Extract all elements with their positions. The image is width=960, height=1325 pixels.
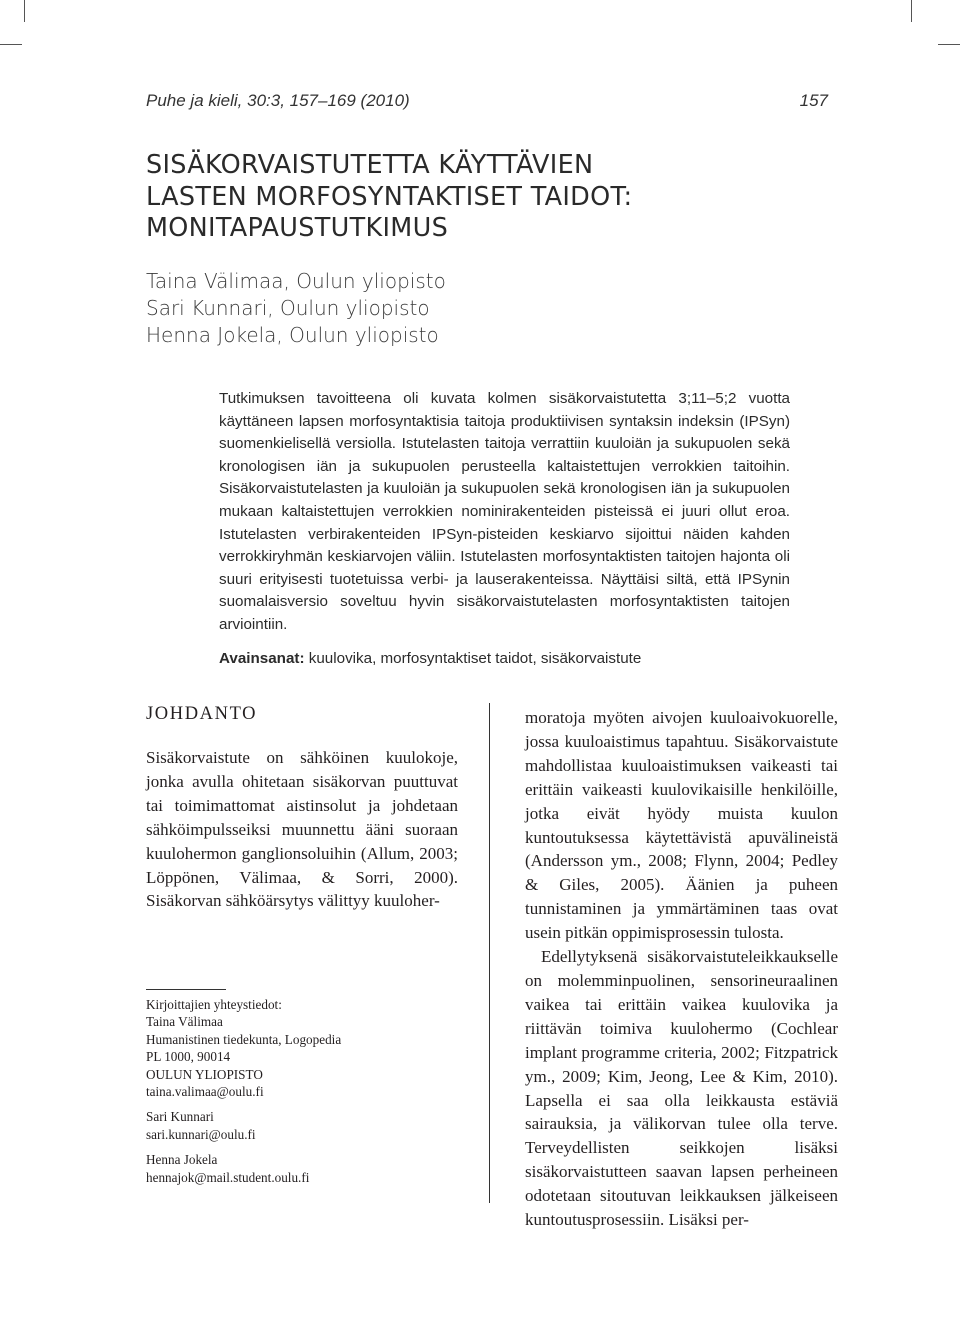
contact-address: OULUN YLIOPISTO — [146, 1066, 263, 1082]
section-heading: JOHDANTO — [146, 704, 258, 724]
abstract: Tutkimuksen tavoitteena oli kuvata kolmen sisäkorvaistutetta 3;11–5;2 vuotta käyttäneen lapsen morfosyntaktisia taitoja produktiivisen syntaksin indeksin (IPSyn) suomenkielisellä versiolla. Istutelasten taitoja verrattiin kuuloiän ja sukupuolen sekä kronologisen iän ja sukupuolen perusteella kaltaistettujen verrokkien taitoihin. Sisäkorvaistutelasten ja kuuloiän ja sukupuolen sekä kronologisen iän ja sukupuolen mukaan kaltaistettujen verrokkien nominirakenteiden pisteissä ei juuri ollut eroa. Istutelasten verbirakenteiden IPSyn-pisteiden keskiarvo sijoittui näiden kahden verrokkiryhmän keskiarvojen väliin. Istutelasten morfosyntaktisten taitojen hajonta oli suuri erityisesti tuotetuissa verbi- ja lauserakenteissa. Näyttäisi siltä, että IPSynin suomalaisversio soveltuu hyvin sisäkorvaistutelasten morfosyntaktisten taitojen arviointiin. — [219, 390, 790, 633]
column-divider — [489, 703, 490, 1203]
contact-name: Taina Välimaa — [146, 1014, 223, 1030]
crop-mark-top-right-h — [938, 44, 960, 45]
page-number: 157 — [799, 91, 828, 110]
crop-mark-top-left-v — [24, 0, 25, 22]
journal-citation: Puhe ja kieli, 30:3, 157–169 (2010) — [146, 91, 410, 110]
title-line: SISÄKORVAISTUTETTA KÄYTTÄVIEN — [146, 150, 594, 180]
author-list — [146, 268, 706, 349]
contact-email: hennajok@mail.student.oulu.fi — [146, 1169, 310, 1185]
contact-info — [146, 996, 466, 1186]
contact-heading: Kirjoittajien yhteystiedot: — [146, 997, 282, 1012]
footnote-rule — [146, 989, 226, 990]
contact-name: Henna Jokela — [146, 1152, 218, 1168]
body-text-col2 — [525, 706, 838, 1232]
keywords-text: kuulovika, morfosyntaktiset taidot, sisäkorvaistute — [308, 650, 642, 667]
contact-name: Sari Kunnari — [146, 1109, 214, 1125]
author: Henna Jokela, Oulun yliopisto — [146, 323, 439, 347]
keywords-label: Avainsanat: — [219, 650, 305, 667]
author: Sari Kunnari, Oulun yliopisto — [146, 296, 430, 320]
keywords — [219, 650, 819, 667]
crop-mark-top-right-v — [911, 0, 912, 22]
crop-mark-top-left-h — [0, 44, 22, 45]
body-paragraph-col1: Sisäkorvaistute on sähköinen kuulokoje, jonka avulla ohitetaan sisäkorvan puuttuvat tai toimimattomat aistinsolut ja johdetaan sähköimpulsseiksi muunnettu ääni suoraan kuulohermon ganglionsoluihin (Allum, 2003; Löppönen, Välimaa, & Sorri, 2000). Sisäkorvan sähköärsytys välittyy kuuloher- — [146, 748, 458, 911]
article-title — [146, 150, 846, 245]
author: Taina Välimaa, Oulun yliopisto — [146, 269, 446, 293]
contact-address: PL 1000, 90014 — [146, 1049, 231, 1065]
body-paragraph: Edellytyksenä sisäkorvaistuteleikkaukselle on molemminpuolinen, sensorineuraalinen vaikea tai erittäin vaikea kuulovika ja riittävän toimiva kuulohermo (Cochlear implant programme criteria, 2002; Fitzpatrick ym., 2009; Kim, Jeong, Lee & Kim, 2010). Lapsella ei saa olla leikkausta estäviä sairauksia, ja välikorvan tulee olla terve. Terveydellisten seikkojen lisäksi sisäkorvaistutteen saavan lapsen perheineen odotetaan sitoutuvan leikkauksen jälkeiseen kuntoutusprosessiin. Lisäksi per- — [525, 947, 838, 1230]
contact-email: taina.valimaa@oulu.fi — [146, 1084, 264, 1100]
title-line: LASTEN MORFOSYNTAKTISET TAIDOT: — [146, 181, 633, 212]
contact-affiliation: Humanistinen tiedekunta, Logopedia — [146, 1031, 342, 1047]
contact-email: sari.kunnari@oulu.fi — [146, 1126, 256, 1142]
title-line: MONITAPAUSTUTKIMUS — [146, 213, 449, 243]
body-paragraph: moratoja myöten aivojen kuuloaivokuorelle, jossa kuuloaistimus tapahtuu. Sisäkorvaistute mahdollistaa kuuloaistimuksen vaikeasti tai erittäin vaikeasti kuulovikaisille henkilöille, jotka eivät hyödy muista kuulon kuntoutuksessa käytettävistä apuvälineistä (Andersson ym., 2008; Flynn, 2004; Pedley & Giles, 2005). Äänien ja puheen tunnistaminen ja ymmärtäminen taas ovat usein pitkän oppimisprosessin tulosta. — [525, 708, 838, 943]
